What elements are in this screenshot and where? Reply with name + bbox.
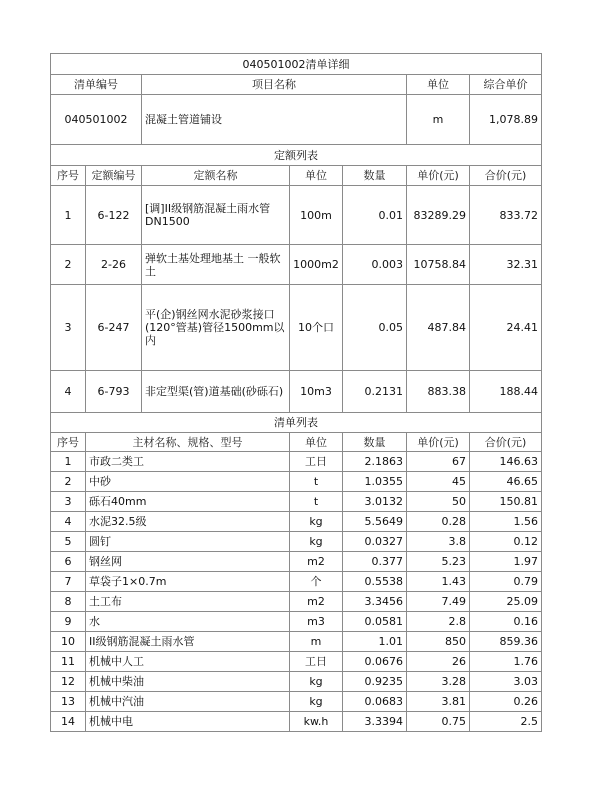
material-price: 67 <box>407 452 470 472</box>
material-header-row <box>51 433 542 452</box>
material-name: 水 <box>86 612 290 632</box>
quota-total-header: 合价(元) <box>470 166 542 186</box>
material-seq: 12 <box>51 672 86 692</box>
material-qty: 0.0676 <box>343 652 407 672</box>
material-unit: m2 <box>290 592 343 612</box>
material-price: 0.28 <box>407 512 470 532</box>
material-qty: 3.0132 <box>343 492 407 512</box>
material-unit: kg <box>290 512 343 532</box>
material-seq: 10 <box>51 632 86 652</box>
material-price: 3.28 <box>407 672 470 692</box>
material-price: 3.81 <box>407 692 470 712</box>
quota-total: 833.72 <box>470 186 542 245</box>
quota-total: 24.41 <box>470 285 542 371</box>
material-row <box>51 692 542 712</box>
material-name: 草袋子1×0.7m <box>86 572 290 592</box>
material-qty: 3.3456 <box>343 592 407 612</box>
material-row <box>51 712 542 732</box>
quota-unit: 1000m2 <box>290 245 343 285</box>
material-unit: kw.h <box>290 712 343 732</box>
quota-price: 487.84 <box>407 285 470 371</box>
quota-name: [调]II级钢筋混凝土雨水管DN1500 <box>142 186 290 245</box>
quota-row <box>51 285 542 371</box>
material-qty: 0.0327 <box>343 532 407 552</box>
material-qty: 0.9235 <box>343 672 407 692</box>
material-total: 0.79 <box>470 572 542 592</box>
material-qty: 0.377 <box>343 552 407 572</box>
material-qty-header: 数量 <box>343 433 407 452</box>
material-seq: 8 <box>51 592 86 612</box>
material-seq: 6 <box>51 552 86 572</box>
material-unit: kg <box>290 672 343 692</box>
material-qty: 0.0581 <box>343 612 407 632</box>
material-seq: 2 <box>51 472 86 492</box>
material-name: 砾石40mm <box>86 492 290 512</box>
quota-seq: 2 <box>51 245 86 285</box>
material-unit: 工日 <box>290 652 343 672</box>
material-seq: 4 <box>51 512 86 532</box>
material-name: 机械中柴油 <box>86 672 290 692</box>
material-name: 土工布 <box>86 592 290 612</box>
material-name: 市政二类工 <box>86 452 290 472</box>
material-qty: 3.3394 <box>343 712 407 732</box>
material-row <box>51 612 542 632</box>
bill-unit: m <box>407 95 470 145</box>
material-name: 机械中电 <box>86 712 290 732</box>
material-price: 26 <box>407 652 470 672</box>
quota-seq-header: 序号 <box>51 166 86 186</box>
material-total: 2.5 <box>470 712 542 732</box>
quota-row <box>51 371 542 413</box>
material-unit: 个 <box>290 572 343 592</box>
quota-row <box>51 186 542 245</box>
material-seq: 3 <box>51 492 86 512</box>
bill-detail-table <box>50 53 542 732</box>
quota-header-row <box>51 166 542 186</box>
bill-header-row <box>51 75 542 95</box>
quota-seq: 4 <box>51 371 86 413</box>
quota-name-header: 定额名称 <box>142 166 290 186</box>
page-title: 040501002清单详细 <box>51 54 542 75</box>
material-qty: 5.5649 <box>343 512 407 532</box>
bill-code-header: 清单编号 <box>51 75 142 95</box>
quota-price: 83289.29 <box>407 186 470 245</box>
quota-price-header: 单价(元) <box>407 166 470 186</box>
quota-row <box>51 245 542 285</box>
material-seq: 13 <box>51 692 86 712</box>
quota-section-title: 定额列表 <box>51 145 542 166</box>
material-total: 25.09 <box>470 592 542 612</box>
quota-qty: 0.2131 <box>343 371 407 413</box>
material-total: 0.26 <box>470 692 542 712</box>
material-row <box>51 592 542 612</box>
material-row <box>51 632 542 652</box>
material-qty: 1.01 <box>343 632 407 652</box>
material-row <box>51 652 542 672</box>
material-price: 2.8 <box>407 612 470 632</box>
material-qty: 1.0355 <box>343 472 407 492</box>
material-price: 850 <box>407 632 470 652</box>
bill-code: 040501002 <box>51 95 142 145</box>
quota-code: 6-793 <box>86 371 142 413</box>
material-row <box>51 452 542 472</box>
quota-qty: 0.01 <box>343 186 407 245</box>
material-total: 0.16 <box>470 612 542 632</box>
material-seq: 11 <box>51 652 86 672</box>
material-total-header: 合价(元) <box>470 433 542 452</box>
quota-name: 非定型渠(管)道基础(砂砾石) <box>142 371 290 413</box>
bill-row <box>51 95 542 145</box>
material-price: 0.75 <box>407 712 470 732</box>
quota-unit-header: 单位 <box>290 166 343 186</box>
material-seq: 9 <box>51 612 86 632</box>
material-total: 46.65 <box>470 472 542 492</box>
quota-total: 32.31 <box>470 245 542 285</box>
material-total: 3.03 <box>470 672 542 692</box>
material-unit: m3 <box>290 612 343 632</box>
material-name: 水泥32.5级 <box>86 512 290 532</box>
bill-name-header: 项目名称 <box>142 75 407 95</box>
material-unit-header: 单位 <box>290 433 343 452</box>
quota-qty-header: 数量 <box>343 166 407 186</box>
material-unit: m <box>290 632 343 652</box>
material-unit: 工日 <box>290 452 343 472</box>
material-name: 中砂 <box>86 472 290 492</box>
bill-unit-header: 单位 <box>407 75 470 95</box>
bill-price: 1,078.89 <box>470 95 542 145</box>
material-seq-header: 序号 <box>51 433 86 452</box>
material-row <box>51 552 542 572</box>
material-total: 859.36 <box>470 632 542 652</box>
material-name: 机械中人工 <box>86 652 290 672</box>
material-total: 146.63 <box>470 452 542 472</box>
material-seq: 14 <box>51 712 86 732</box>
material-name-header: 主材名称、规格、型号 <box>86 433 290 452</box>
quota-code: 6-122 <box>86 186 142 245</box>
material-name: 机械中汽油 <box>86 692 290 712</box>
quota-name: 平(企)钢丝网水泥砂浆接口(120°管基)管径1500mm以内 <box>142 285 290 371</box>
material-total: 1.97 <box>470 552 542 572</box>
material-total: 150.81 <box>470 492 542 512</box>
material-unit: t <box>290 472 343 492</box>
material-price: 50 <box>407 492 470 512</box>
bill-name: 混凝土管道铺设 <box>142 95 407 145</box>
material-row <box>51 492 542 512</box>
material-price: 1.43 <box>407 572 470 592</box>
material-qty: 0.5538 <box>343 572 407 592</box>
material-price-header: 单价(元) <box>407 433 470 452</box>
bill-price-header: 综合单价 <box>470 75 542 95</box>
quota-price: 883.38 <box>407 371 470 413</box>
material-row <box>51 672 542 692</box>
material-unit: t <box>290 492 343 512</box>
quota-code: 2-26 <box>86 245 142 285</box>
material-price: 3.8 <box>407 532 470 552</box>
quota-total: 188.44 <box>470 371 542 413</box>
quota-unit: 100m <box>290 186 343 245</box>
quota-code: 6-247 <box>86 285 142 371</box>
material-price: 5.23 <box>407 552 470 572</box>
material-total: 1.56 <box>470 512 542 532</box>
quota-code-header: 定额编号 <box>86 166 142 186</box>
quota-qty: 0.003 <box>343 245 407 285</box>
material-row <box>51 572 542 592</box>
material-price: 7.49 <box>407 592 470 612</box>
material-total: 0.12 <box>470 532 542 552</box>
material-row <box>51 512 542 532</box>
material-section-title: 清单列表 <box>51 413 542 433</box>
material-unit: m2 <box>290 552 343 572</box>
material-seq: 5 <box>51 532 86 552</box>
quota-unit: 10个口 <box>290 285 343 371</box>
quota-unit: 10m3 <box>290 371 343 413</box>
material-total: 1.76 <box>470 652 542 672</box>
material-name: II级钢筋混凝土雨水管 <box>86 632 290 652</box>
quota-seq: 1 <box>51 186 86 245</box>
material-unit: kg <box>290 692 343 712</box>
material-seq: 1 <box>51 452 86 472</box>
quota-seq: 3 <box>51 285 86 371</box>
material-name: 钢丝网 <box>86 552 290 572</box>
material-qty: 0.0683 <box>343 692 407 712</box>
quota-price: 10758.84 <box>407 245 470 285</box>
material-row <box>51 472 542 492</box>
material-seq: 7 <box>51 572 86 592</box>
material-qty: 2.1863 <box>343 452 407 472</box>
material-row <box>51 532 542 552</box>
material-unit: kg <box>290 532 343 552</box>
quota-name: 弹软土基处理地基土 一般软土 <box>142 245 290 285</box>
material-price: 45 <box>407 472 470 492</box>
quota-qty: 0.05 <box>343 285 407 371</box>
material-name: 圆钉 <box>86 532 290 552</box>
